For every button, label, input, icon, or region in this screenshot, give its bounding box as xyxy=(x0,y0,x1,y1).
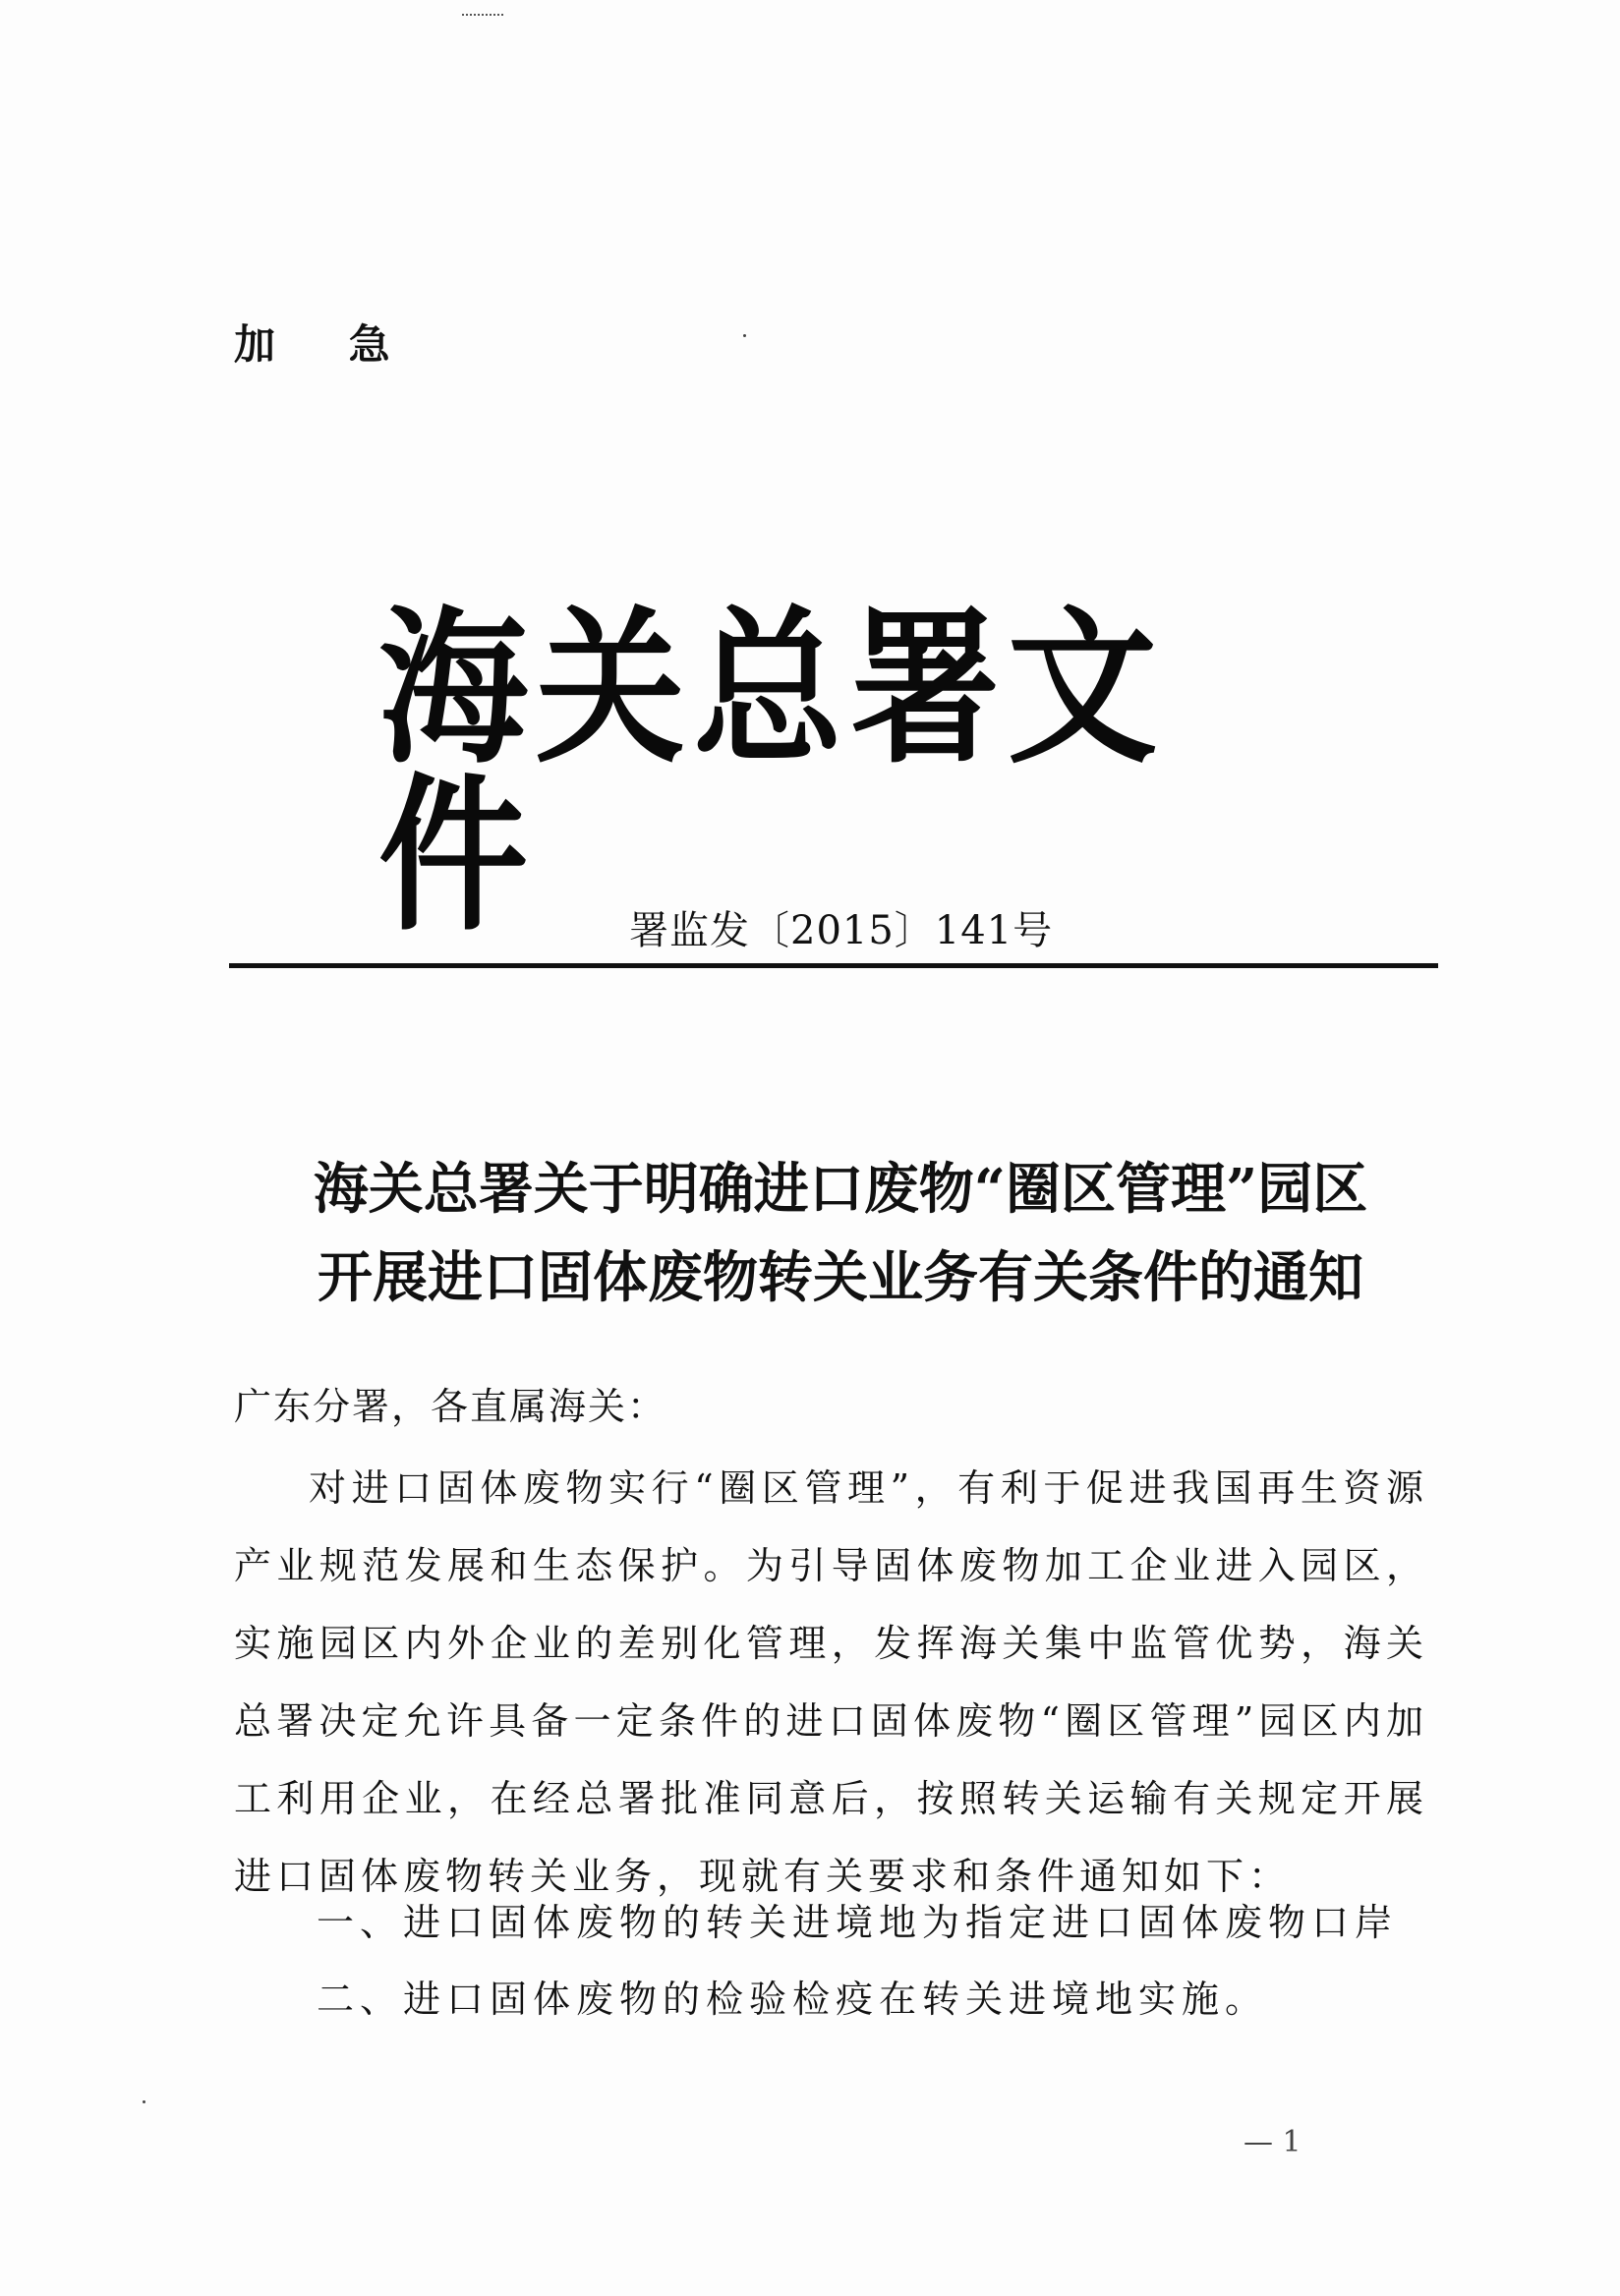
requirement-item-2: 二、进口固体废物的检验检疫在转关进境地实施。 xyxy=(317,1978,1269,2021)
notice-title xyxy=(236,1145,1445,1322)
scan-speck xyxy=(143,2100,145,2103)
top-scan-mark xyxy=(462,14,503,16)
body-paragraph: 对进口固体废物实行“圈区管理”，有利于促进我国再生资源产业规范发展和生态保护。为引导固体废物加工企业进入园区，实施园区内外企业的差别化管理，发挥海关集中监管优势，海关总署决定允许具备一定条件的进口固体废物“圈区管理”园区内加工利用企业，在经总署批准同意后，按照转关运输有关规定开展进口固体废物转关业务，现就有关要求和条件通知如下： xyxy=(234,1466,1428,1898)
recipient-line: 广东分署，各直属海关： xyxy=(234,1385,667,1428)
notice-title-line-2: 开展进口固体废物转关业务有关条件的通知 xyxy=(318,1245,1363,1310)
urgency-label: 加 急 xyxy=(234,320,420,369)
header-divider xyxy=(229,963,1438,968)
notice-title-line-1: 海关总署关于明确进口废物“圈区管理”园区 xyxy=(313,1157,1368,1222)
issuer-title: 海关总署文件 xyxy=(378,589,1165,954)
document-number: 署监发〔2015〕141号 xyxy=(629,908,1054,953)
scan-speck xyxy=(743,334,746,337)
requirement-item-1: 一、进口固体废物的转关进境地为指定进口固体废物口岸 xyxy=(317,1901,1399,1944)
page-number: — 1 xyxy=(1244,2125,1302,2159)
body-text xyxy=(234,1450,1428,1916)
